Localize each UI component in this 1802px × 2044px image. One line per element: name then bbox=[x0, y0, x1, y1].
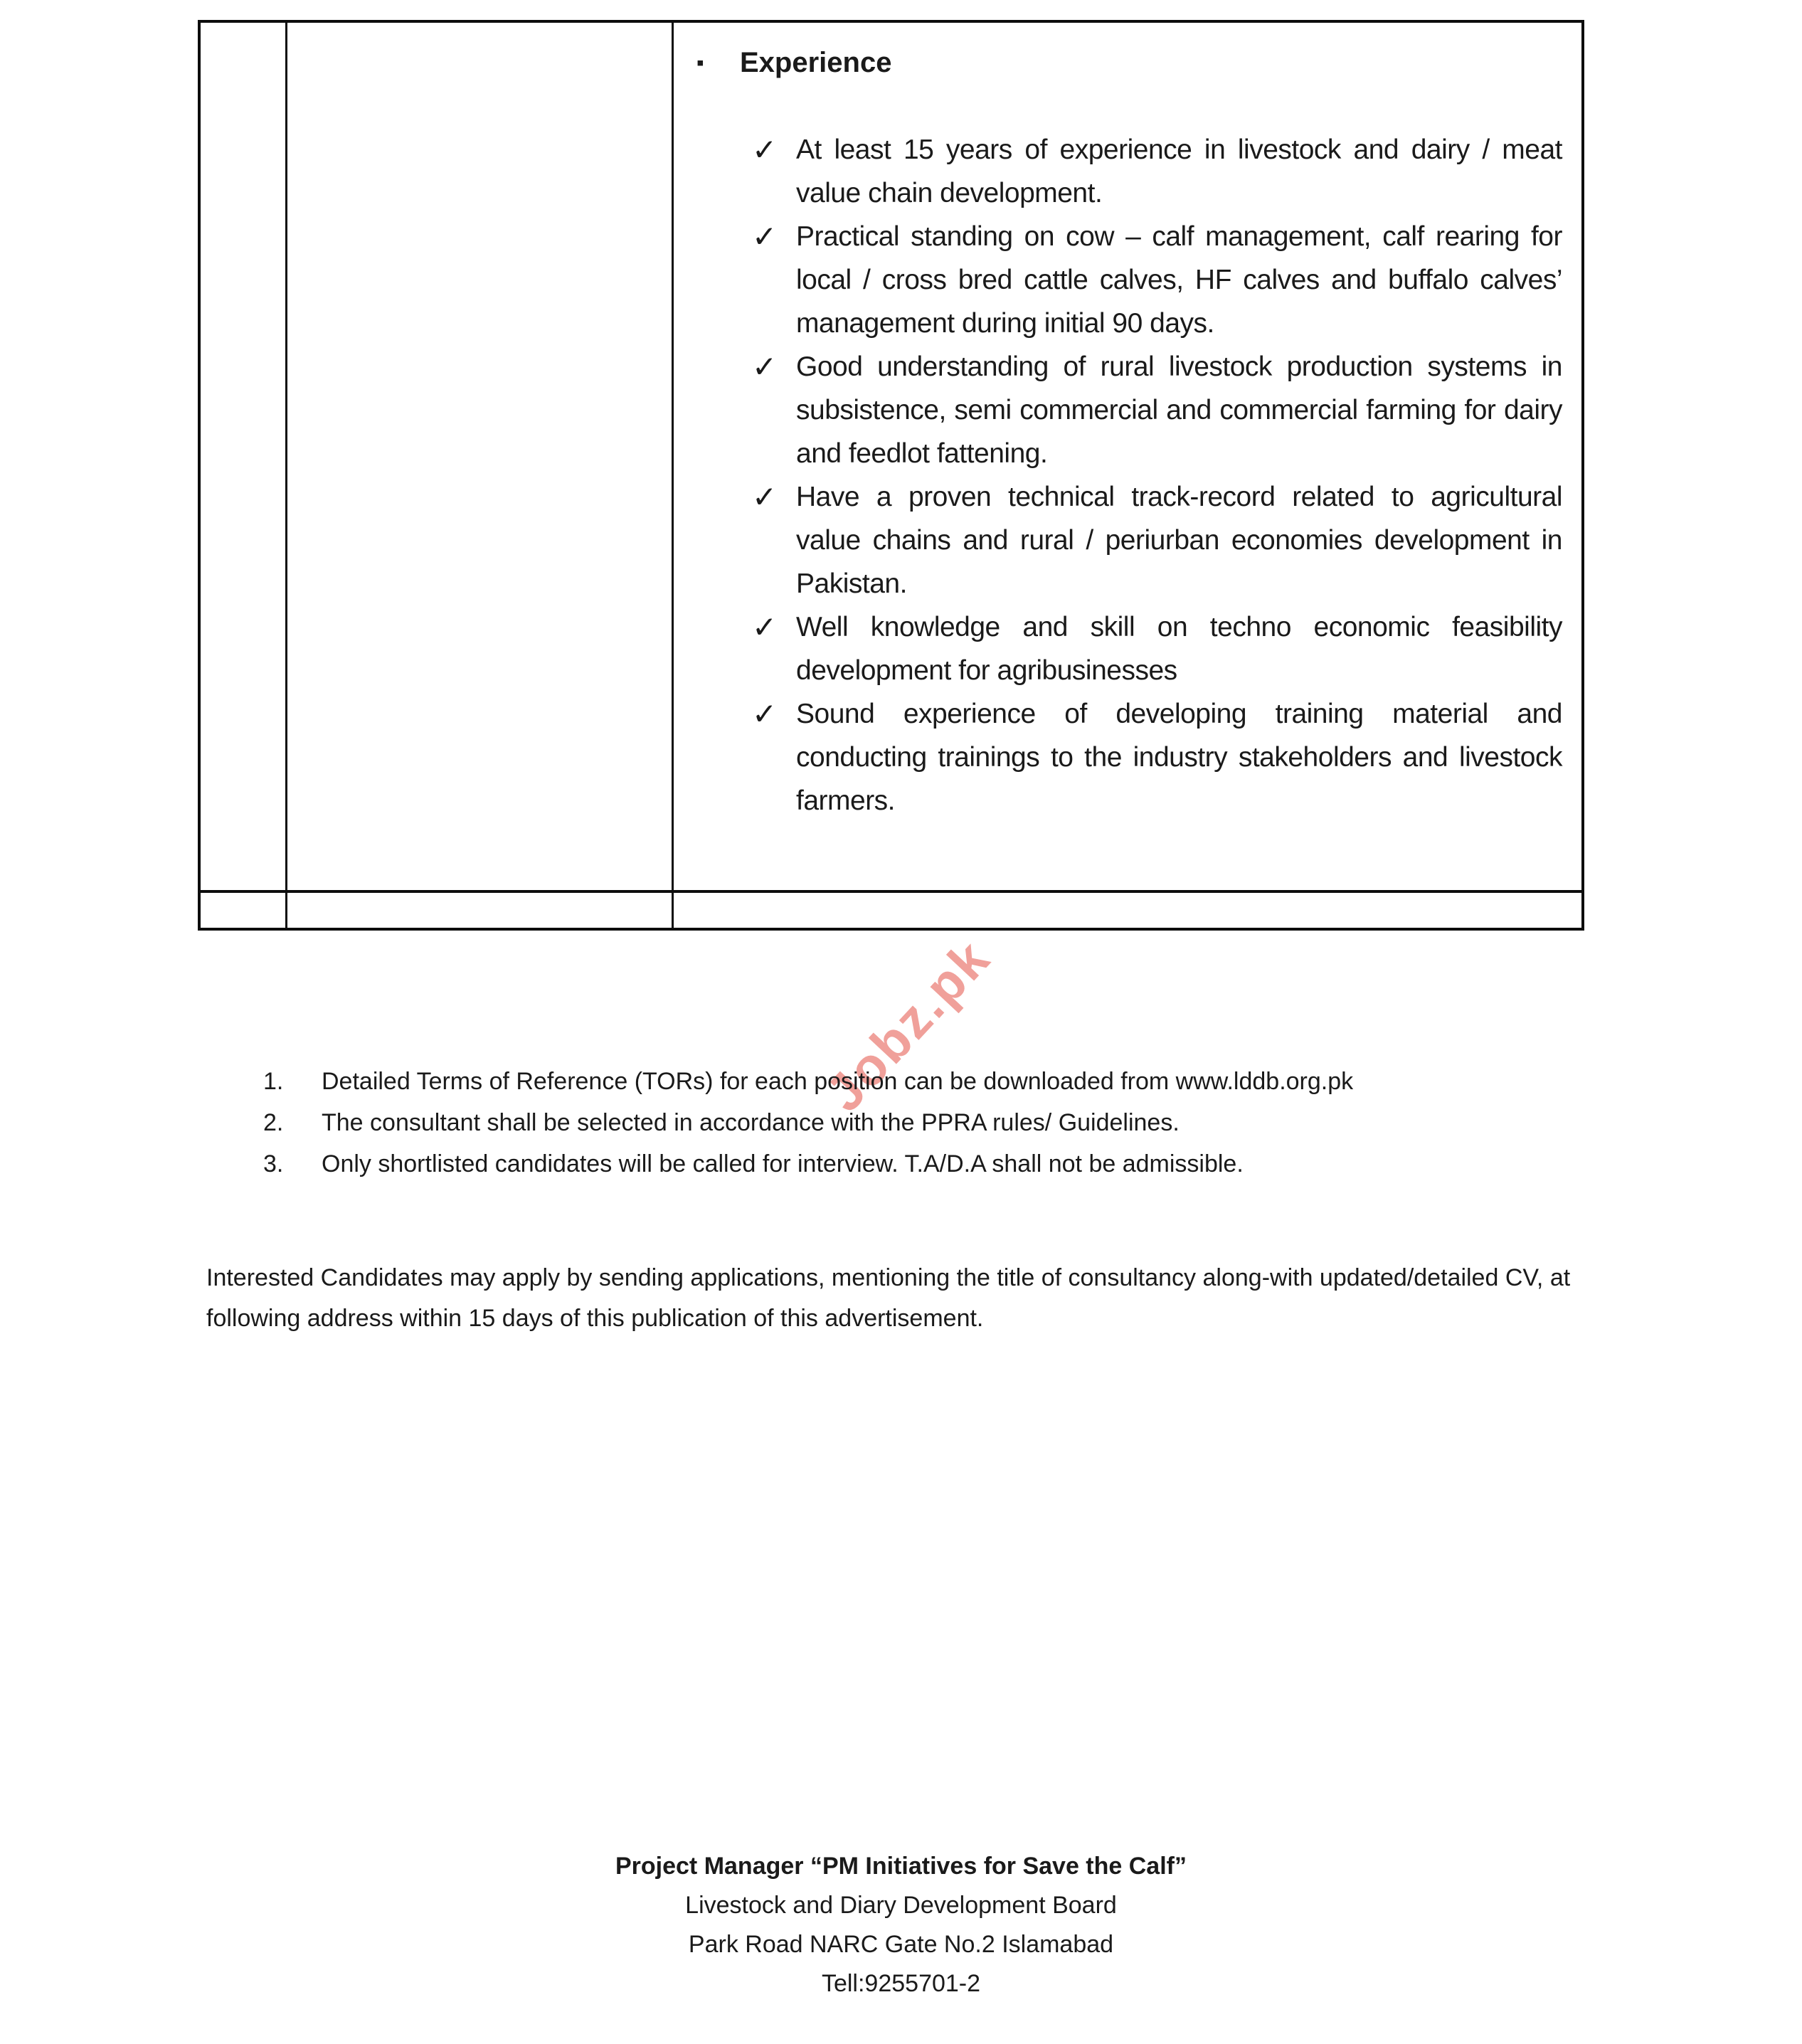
address-line-title: Project Manager “PM Initiatives for Save the Calf” bbox=[615, 1853, 1187, 1880]
table-cell-position bbox=[287, 893, 674, 928]
table-row-empty bbox=[201, 893, 1581, 928]
checkmark-icon: ✓ bbox=[752, 133, 778, 166]
table-cell-number bbox=[201, 23, 287, 890]
table-cell-position bbox=[287, 23, 674, 890]
address-line-street: Park Road NARC Gate No.2 Islamabad bbox=[688, 1931, 1114, 1958]
list-item bbox=[263, 1061, 1615, 1102]
list-item-text: Good understanding of rural livestock production systems in subsistence, semi commercial and commercial farming for dairy and feedlot fattening. bbox=[796, 351, 1562, 469]
jobz-pk-watermark: Jobz.pk bbox=[814, 928, 1002, 1123]
list-item bbox=[674, 215, 1562, 345]
list-item bbox=[674, 345, 1562, 475]
list-item-text: Have a proven technical track-record related to agricultural value chains and rural / periurban economies development in Pakistan. bbox=[796, 482, 1562, 599]
address-line-organization: Livestock and Diary Development Board bbox=[685, 1892, 1117, 1919]
list-item bbox=[263, 1143, 1615, 1185]
checkmark-icon: ✓ bbox=[752, 610, 778, 644]
apply-instructions-paragraph: Interested Candidates may apply by sending applications, mentioning the title of consultancy along-with updated/detailed CV, at following address within 15 days of this publication of this advertisement. bbox=[206, 1264, 1571, 1332]
list-item-number: 3. bbox=[263, 1150, 284, 1177]
table-cell-number bbox=[201, 893, 287, 928]
checkmark-icon: ✓ bbox=[752, 480, 778, 514]
list-item-text: Only shortlisted candidates will be called for interview. T.A/D.A shall not be admissible. bbox=[322, 1150, 1244, 1177]
list-item bbox=[674, 605, 1562, 692]
list-item-text: Sound experience of developing training material and conducting trainings to the industry stakeholders and livestock farmers. bbox=[796, 699, 1562, 816]
address-line-phone: Tell:9255701-2 bbox=[821, 1970, 981, 1997]
list-item bbox=[263, 1102, 1615, 1143]
address-block bbox=[0, 1847, 1802, 2003]
experience-checklist bbox=[674, 128, 1562, 822]
table-cell-experience bbox=[674, 893, 1581, 928]
list-item bbox=[674, 475, 1562, 605]
experience-heading bbox=[696, 41, 1562, 85]
checkmark-icon: ✓ bbox=[752, 220, 778, 253]
square-bullet-icon: ▪ bbox=[696, 51, 704, 75]
list-item-text: Detailed Terms of Reference (TORs) for each position can be downloaded from www.lddb.org.pk bbox=[322, 1068, 1354, 1095]
list-item-number: 2. bbox=[263, 1109, 284, 1136]
list-item bbox=[674, 692, 1562, 822]
notes-list bbox=[263, 1061, 1615, 1185]
list-item-number: 1. bbox=[263, 1068, 284, 1095]
list-item-text: Well knowledge and skill on techno economic feasibility development for agribusinesses bbox=[796, 612, 1562, 686]
list-item-text: Practical standing on cow – calf management, calf rearing for local / cross bred cattle calves, HF calves and buffalo calves’ management during initial 90 days. bbox=[796, 221, 1562, 339]
checkmark-icon: ✓ bbox=[752, 697, 778, 731]
list-item bbox=[674, 128, 1562, 215]
experience-heading-label: Experience bbox=[740, 47, 892, 78]
checkmark-icon: ✓ bbox=[752, 350, 778, 383]
list-item-text: The consultant shall be selected in accordance with the PPRA rules/ Guidelines. bbox=[322, 1109, 1180, 1136]
requirements-table bbox=[198, 20, 1584, 931]
table-cell-experience bbox=[674, 23, 1581, 890]
table-row bbox=[201, 23, 1581, 893]
list-item-text: At least 15 years of experience in livestock and dairy / meat value chain development. bbox=[796, 134, 1562, 208]
